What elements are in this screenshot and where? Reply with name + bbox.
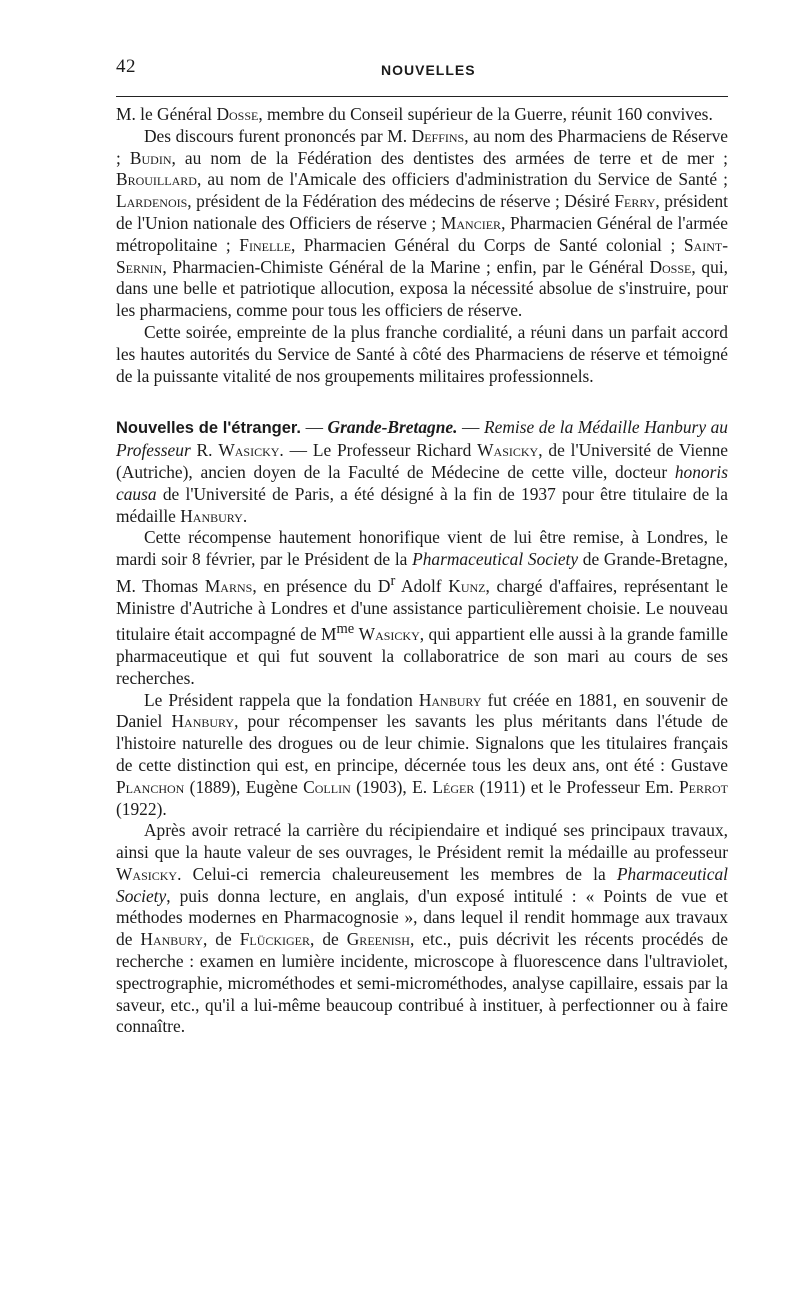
paragraph-3: Cette soirée, empreinte de la plus franche cordialité, a réuni dans un parfait accord les hautes autorités du Service de Santé à côté des Pharmaciens de réserve et témoigné de la puissante vitalité de nos groupements militaires professionnels. — [116, 321, 728, 386]
paragraph-5: Cette récompense hautement honorifique vient de lui être remise, à Londres, le mardi soir 8 février, par le Président de la Pharmaceutical Society de Grande-Bretagne, M. Thomas Marns, en présence du $D^r$ Adolf Kunz, chargé d'affaires, représentant le Ministre d'Autriche à Londres et d'une assistance particulièrement choisie. Le nouveau titulaire était accompagné de $M^{me}$ Wasicky, qui appartient elle aussi à la grande famille pharmaceutique et qui fut souvent la collaboratrice de son mari au cours de ses recherches. — [116, 527, 729, 688]
body-text — [116, 104, 728, 1038]
running-title: NOUVELLES — [381, 62, 476, 78]
section-heading: Nouvelles de l'étranger. — [116, 419, 302, 438]
country-heading: Grande-Bretagne. — [327, 417, 458, 438]
header-rule — [116, 96, 728, 97]
article-title: Remise de la Médaille Hanbury au Professeur — [116, 417, 728, 461]
paragraph-6: Le Président rappela que la fondation Hanbury fut créée en 1881, en souvenir de Daniel Hanbury, pour récompenser les savants les plus méritants dans l'étude de l'histoire naturelle des drogues ou de leur chimie. Signalons que les titulaires français de cette distinction qui est, en principe, décernée tous les deux ans, ont été : Gustave Planchon (1889), Eugène Collin (1903), E. Léger (1911) et le Professeur Em. Perrot (1922). — [116, 689, 728, 819]
paragraph-1: M. le Général Dosse, membre du Conseil supérieur de la Guerre, réunit 160 convives. — [116, 104, 713, 124]
section-heading-paragraph: Nouvelles de l'étranger. — Grande-Bretagne. — Remise de la Médaille Hanbury au Professeur R. Wasicky. — Le Professeur Richard Wasicky, de l'Université de Vienne (Autriche), ancien doyen de la Faculté de Médecine de cette ville, docteur honoris causa de l'Université de Paris, a été désigné à la fin de 1937 pour être titulaire de la médaille Hanbury. — [116, 417, 728, 526]
page-number: 42 — [116, 56, 136, 77]
paragraph-7: Après avoir retracé la carrière du récipiendaire et indiqué ses principaux travaux, ainsi que la haute valeur de ses ouvrages, le Président remit la médaille au professeur Wasicky. Celui-ci remercia chaleureusement les membres de la Pharmaceutical Society, puis donna lecture, en anglais, d'un exposé intitulé : « Points de vue et méthodes modernes en Pharmacognosie », dans lequel il rendit hommage aux travaux de Hanbury, de Flückiger, de Greenish, etc., puis décrivit les récents procédés de recherche : examen en lumière incidente, microscope à fluorescence dans l'ultraviolet, spectrographie, microméthodes et semi-microméthodes, analyse capillaire, essais par la saveur, etc., qu'il a lui-même beaucoup contribué à instituer, à perfectionner ou à faire connaître. — [116, 820, 728, 1037]
paragraph-2: Des discours furent prononcés par M. Deffins, au nom des Pharmaciens de Réserve ; Budin, au nom de la Fédération des dentistes des armées de terre et de mer ; Brouillard, au nom de l'Amicale des officiers d'administration du Service de Santé ; Lardenois, président de la Fédération des médecins de réserve ; Désiré Ferry, président de l'Union nationale des Officiers de réserve ; Mancier, Pharmacien Général de l'armée métropolitaine ; Finelle, Pharmacien Général du Corps de Santé colonial ; Saint-Sernin, Pharmacien-Chimiste Général de la Marine ; enfin, par le Général Dosse, qui, dans une belle et patriotique allocution, exposa la nécessité absolue de s'instruire, pour les pharmaciens, comme pour tous les officiers de réserve. — [116, 125, 729, 321]
